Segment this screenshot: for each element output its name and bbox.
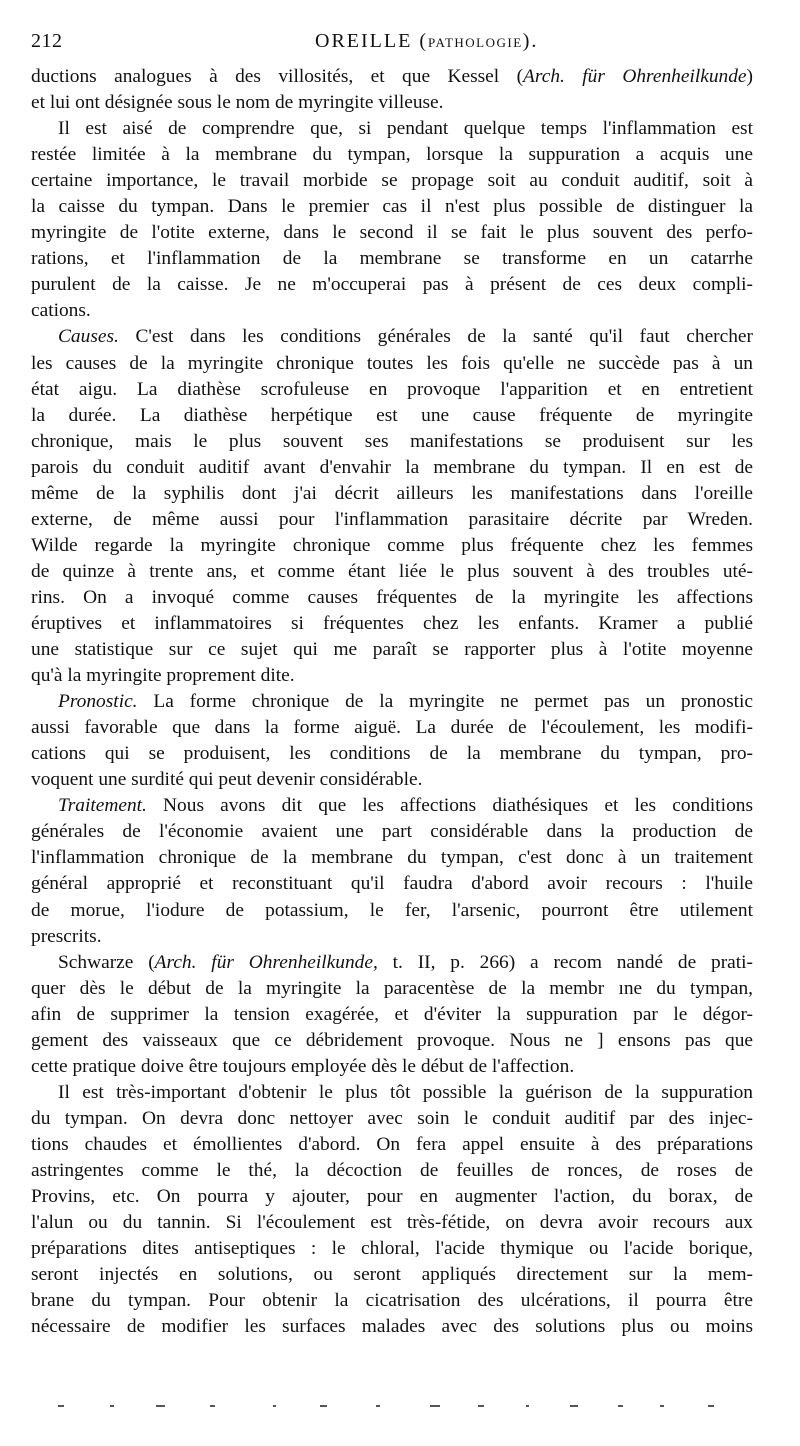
text-line bbox=[31, 507, 753, 533]
text-line bbox=[31, 819, 753, 845]
text-line bbox=[31, 1184, 753, 1210]
italic-text-segment: Arch. für Ohrenheilkunde bbox=[523, 66, 747, 87]
text-segment: l'inflammation chronique de la membrane du tympan, c'est donc à un traitement bbox=[31, 847, 753, 869]
italic-text-segment: Causes. bbox=[58, 326, 119, 348]
text-line bbox=[31, 1236, 753, 1262]
text-segment: externe, de même aussi pour l'inflammation parasitaire décrite par Wreden. bbox=[31, 508, 753, 530]
text-segment: , t. II, p. 266) a recom nandé de prati- bbox=[372, 951, 753, 973]
text-line bbox=[31, 455, 753, 481]
text-line bbox=[31, 1210, 753, 1236]
text-line bbox=[31, 950, 753, 976]
text-line bbox=[31, 1002, 753, 1028]
text-line bbox=[31, 689, 753, 715]
text-line bbox=[31, 1080, 753, 1106]
text-line bbox=[31, 377, 753, 403]
text-segment: rins. On a invoqué comme causes fréquentes de la myringite les affections bbox=[31, 586, 753, 608]
text-line bbox=[31, 351, 753, 377]
text-segment: Il est très-important d'obtenir le plus tôt possible la guérison de la suppuration bbox=[58, 1081, 753, 1103]
text-segment: Il est aisé de comprendre que, si pendant quelque temps l'inflammation est bbox=[58, 118, 753, 140]
text-line bbox=[31, 429, 753, 455]
text-segment: quer dès le début de la myringite la paracentèse de la membr ıne du tympan, bbox=[31, 977, 753, 999]
text-segment: une statistique sur ce sujet qui me paraît se rapporter plus à l'otite moyenne bbox=[31, 639, 753, 661]
text-line bbox=[31, 142, 753, 168]
text-line bbox=[31, 64, 753, 90]
text-line bbox=[31, 767, 753, 793]
bottom-scan-artifacts bbox=[58, 1405, 718, 1411]
text-segment: la durée. La diathèse herpétique est une cause fréquente de myringite bbox=[31, 404, 753, 426]
text-segment: tions chaudes et émollientes d'abord. On fera appel ensuite à des préparations bbox=[31, 1133, 753, 1155]
text-segment: ) bbox=[746, 66, 753, 87]
text-segment: de quinze à trente ans, et comme étant liée le plus souvent à des troubles uté- bbox=[31, 560, 753, 582]
text-segment: la caisse du tympan. Dans le premier cas il n'est plus possible de distinguer la bbox=[31, 196, 753, 218]
text-segment: état aigu. La diathèse scrofuleuse en provoque l'apparition et en entretient bbox=[31, 378, 753, 400]
text-line bbox=[31, 403, 753, 429]
text-line bbox=[31, 481, 753, 507]
text-line bbox=[31, 1054, 753, 1080]
text-line bbox=[31, 298, 753, 324]
text-segment: astringentes comme le thé, la décoction de feuilles de ronces, de roses de bbox=[31, 1159, 753, 1181]
text-line bbox=[31, 793, 753, 819]
text-line bbox=[31, 741, 753, 767]
text-line bbox=[31, 220, 753, 246]
text-line bbox=[31, 90, 753, 116]
text-segment: gement des vaisseaux que ce débridement provoque. Nous ne ] ensons pas que bbox=[31, 1029, 753, 1051]
text-segment: rations, et l'inflammation de la membrane se transforme en un catarrhe bbox=[31, 248, 753, 270]
text-line bbox=[31, 1106, 753, 1132]
text-segment: Nous avons dit que les affections diathésiques et les conditions bbox=[146, 795, 753, 817]
running-title-close: ). bbox=[522, 30, 539, 52]
text-segment: prescrits. bbox=[31, 925, 102, 947]
text-segment: Wilde regarde la myringite chronique comme plus fréquente chez les femmes bbox=[31, 534, 753, 556]
italic-text-segment: Pronostic. bbox=[58, 691, 138, 713]
text-segment: éruptives et inflammatoires si fréquentes chez les enfants. Kramer a publié bbox=[31, 612, 753, 634]
text-line bbox=[31, 585, 753, 611]
text-line bbox=[31, 924, 753, 950]
text-segment: et lui ont désignée sous le nom de myringite villeuse. bbox=[31, 92, 444, 114]
body-text bbox=[31, 64, 753, 1340]
text-line bbox=[31, 272, 753, 298]
text-line bbox=[31, 715, 753, 741]
page-number: 212 bbox=[31, 30, 63, 52]
text-line bbox=[31, 1262, 753, 1288]
text-segment: nécessaire de modifier les surfaces malades avec des solutions plus ou moins bbox=[31, 1316, 753, 1338]
text-segment: préparations dites antiseptiques : le chloral, l'acide thymique ou l'acide borique, bbox=[31, 1238, 753, 1260]
italic-text-segment: Traitement. bbox=[58, 795, 147, 817]
text-segment: du tympan. On devra donc nettoyer avec soin le conduit auditif par des injec- bbox=[31, 1107, 753, 1129]
text-segment: qu'à la myringite proprement dite. bbox=[31, 665, 295, 687]
text-line bbox=[31, 559, 753, 585]
text-line bbox=[31, 1028, 753, 1054]
text-segment: voquent une surdité qui peut devenir considérable. bbox=[31, 769, 423, 791]
text-segment: même de la syphilis dont j'ai décrit ailleurs les manifestations dans l'oreille bbox=[31, 482, 753, 504]
text-line bbox=[31, 194, 753, 220]
text-segment: aussi favorable que dans la forme aiguë. La durée de l'écoulement, les modifi- bbox=[31, 717, 753, 739]
text-segment: seront injectés en solutions, ou seront appliqués directement sur la mem- bbox=[31, 1264, 753, 1286]
text-line bbox=[31, 1158, 753, 1184]
text-segment: ductions analogues à des villosités, et que Kessel ( bbox=[31, 66, 524, 87]
text-segment: chronique, mais le plus souvent ses manifestations se produisent sur les bbox=[31, 430, 753, 452]
text-segment: les causes de la myringite chronique toutes les fois qu'elle ne succède pas à un bbox=[31, 352, 753, 374]
running-title bbox=[315, 30, 538, 53]
text-segment: La forme chronique de la myringite ne permet pas un pronostic bbox=[137, 691, 753, 713]
running-header bbox=[31, 16, 753, 56]
running-title-main: OREILLE bbox=[315, 30, 413, 52]
text-line bbox=[31, 1288, 753, 1314]
text-segment: cations qui se produisent, les conditions de la membrane du tympan, pro- bbox=[31, 743, 753, 765]
text-line bbox=[31, 637, 753, 663]
text-segment: Provins, etc. On pourra y ajouter, pour en augmenter l'action, du borax, de bbox=[31, 1186, 753, 1208]
text-segment: certaine importance, le travail morbide se propage soit au conduit auditif, soit à bbox=[31, 170, 753, 192]
text-segment: parois du conduit auditif avant d'envahir la membrane du tympan. Il en est de bbox=[31, 456, 753, 478]
text-line bbox=[31, 898, 753, 924]
text-segment: myringite de l'otite externe, dans le second il se fait le plus souvent des perfo- bbox=[31, 222, 753, 244]
text-line bbox=[31, 663, 753, 689]
text-line bbox=[31, 246, 753, 272]
text-segment: cations. bbox=[31, 300, 91, 322]
text-segment: restée limitée à la membrane du tympan, lorsque la suppuration a acquis une bbox=[31, 144, 753, 166]
italic-text-segment: Arch. für Ohrenheilkunde bbox=[154, 951, 373, 973]
text-segment: C'est dans les conditions générales de la santé qu'il faut chercher bbox=[118, 326, 753, 348]
text-segment: de morue, l'iodure de potassium, le fer, l'arsenic, pourront être utilement bbox=[31, 899, 753, 921]
text-segment: Schwarze ( bbox=[58, 951, 155, 973]
text-line bbox=[31, 871, 753, 897]
text-line bbox=[31, 168, 753, 194]
text-line bbox=[31, 1314, 753, 1340]
text-line bbox=[31, 324, 753, 350]
running-title-subtitle: PATHOLOGIE bbox=[427, 35, 523, 50]
text-line bbox=[31, 845, 753, 871]
text-segment: général approprié et reconstituant qu'il faudra d'abord avoir recours : l'huile bbox=[31, 873, 753, 895]
text-line bbox=[31, 116, 753, 142]
text-segment: l'alun ou du tannin. Si l'écoulement est très-fétide, on devra avoir recours aux bbox=[31, 1212, 753, 1234]
text-line bbox=[31, 1132, 753, 1158]
text-segment: brane du tympan. Pour obtenir la cicatrisation des ulcérations, il pourra être bbox=[31, 1290, 753, 1312]
text-line bbox=[31, 611, 753, 637]
text-segment: générales de l'économie avaient une part considérable dans la production de bbox=[31, 821, 753, 843]
text-segment: cette pratique doive être toujours employée dès le début de l'affection. bbox=[31, 1055, 575, 1077]
text-segment: purulent de la caisse. Je ne m'occuperai pas à présent de ces deux compli- bbox=[31, 274, 753, 296]
running-title-open: ( bbox=[412, 30, 428, 52]
text-line bbox=[31, 976, 753, 1002]
text-line bbox=[31, 533, 753, 559]
text-segment: afin de supprimer la tension exagérée, et d'éviter la suppuration par le dégor- bbox=[31, 1003, 753, 1025]
